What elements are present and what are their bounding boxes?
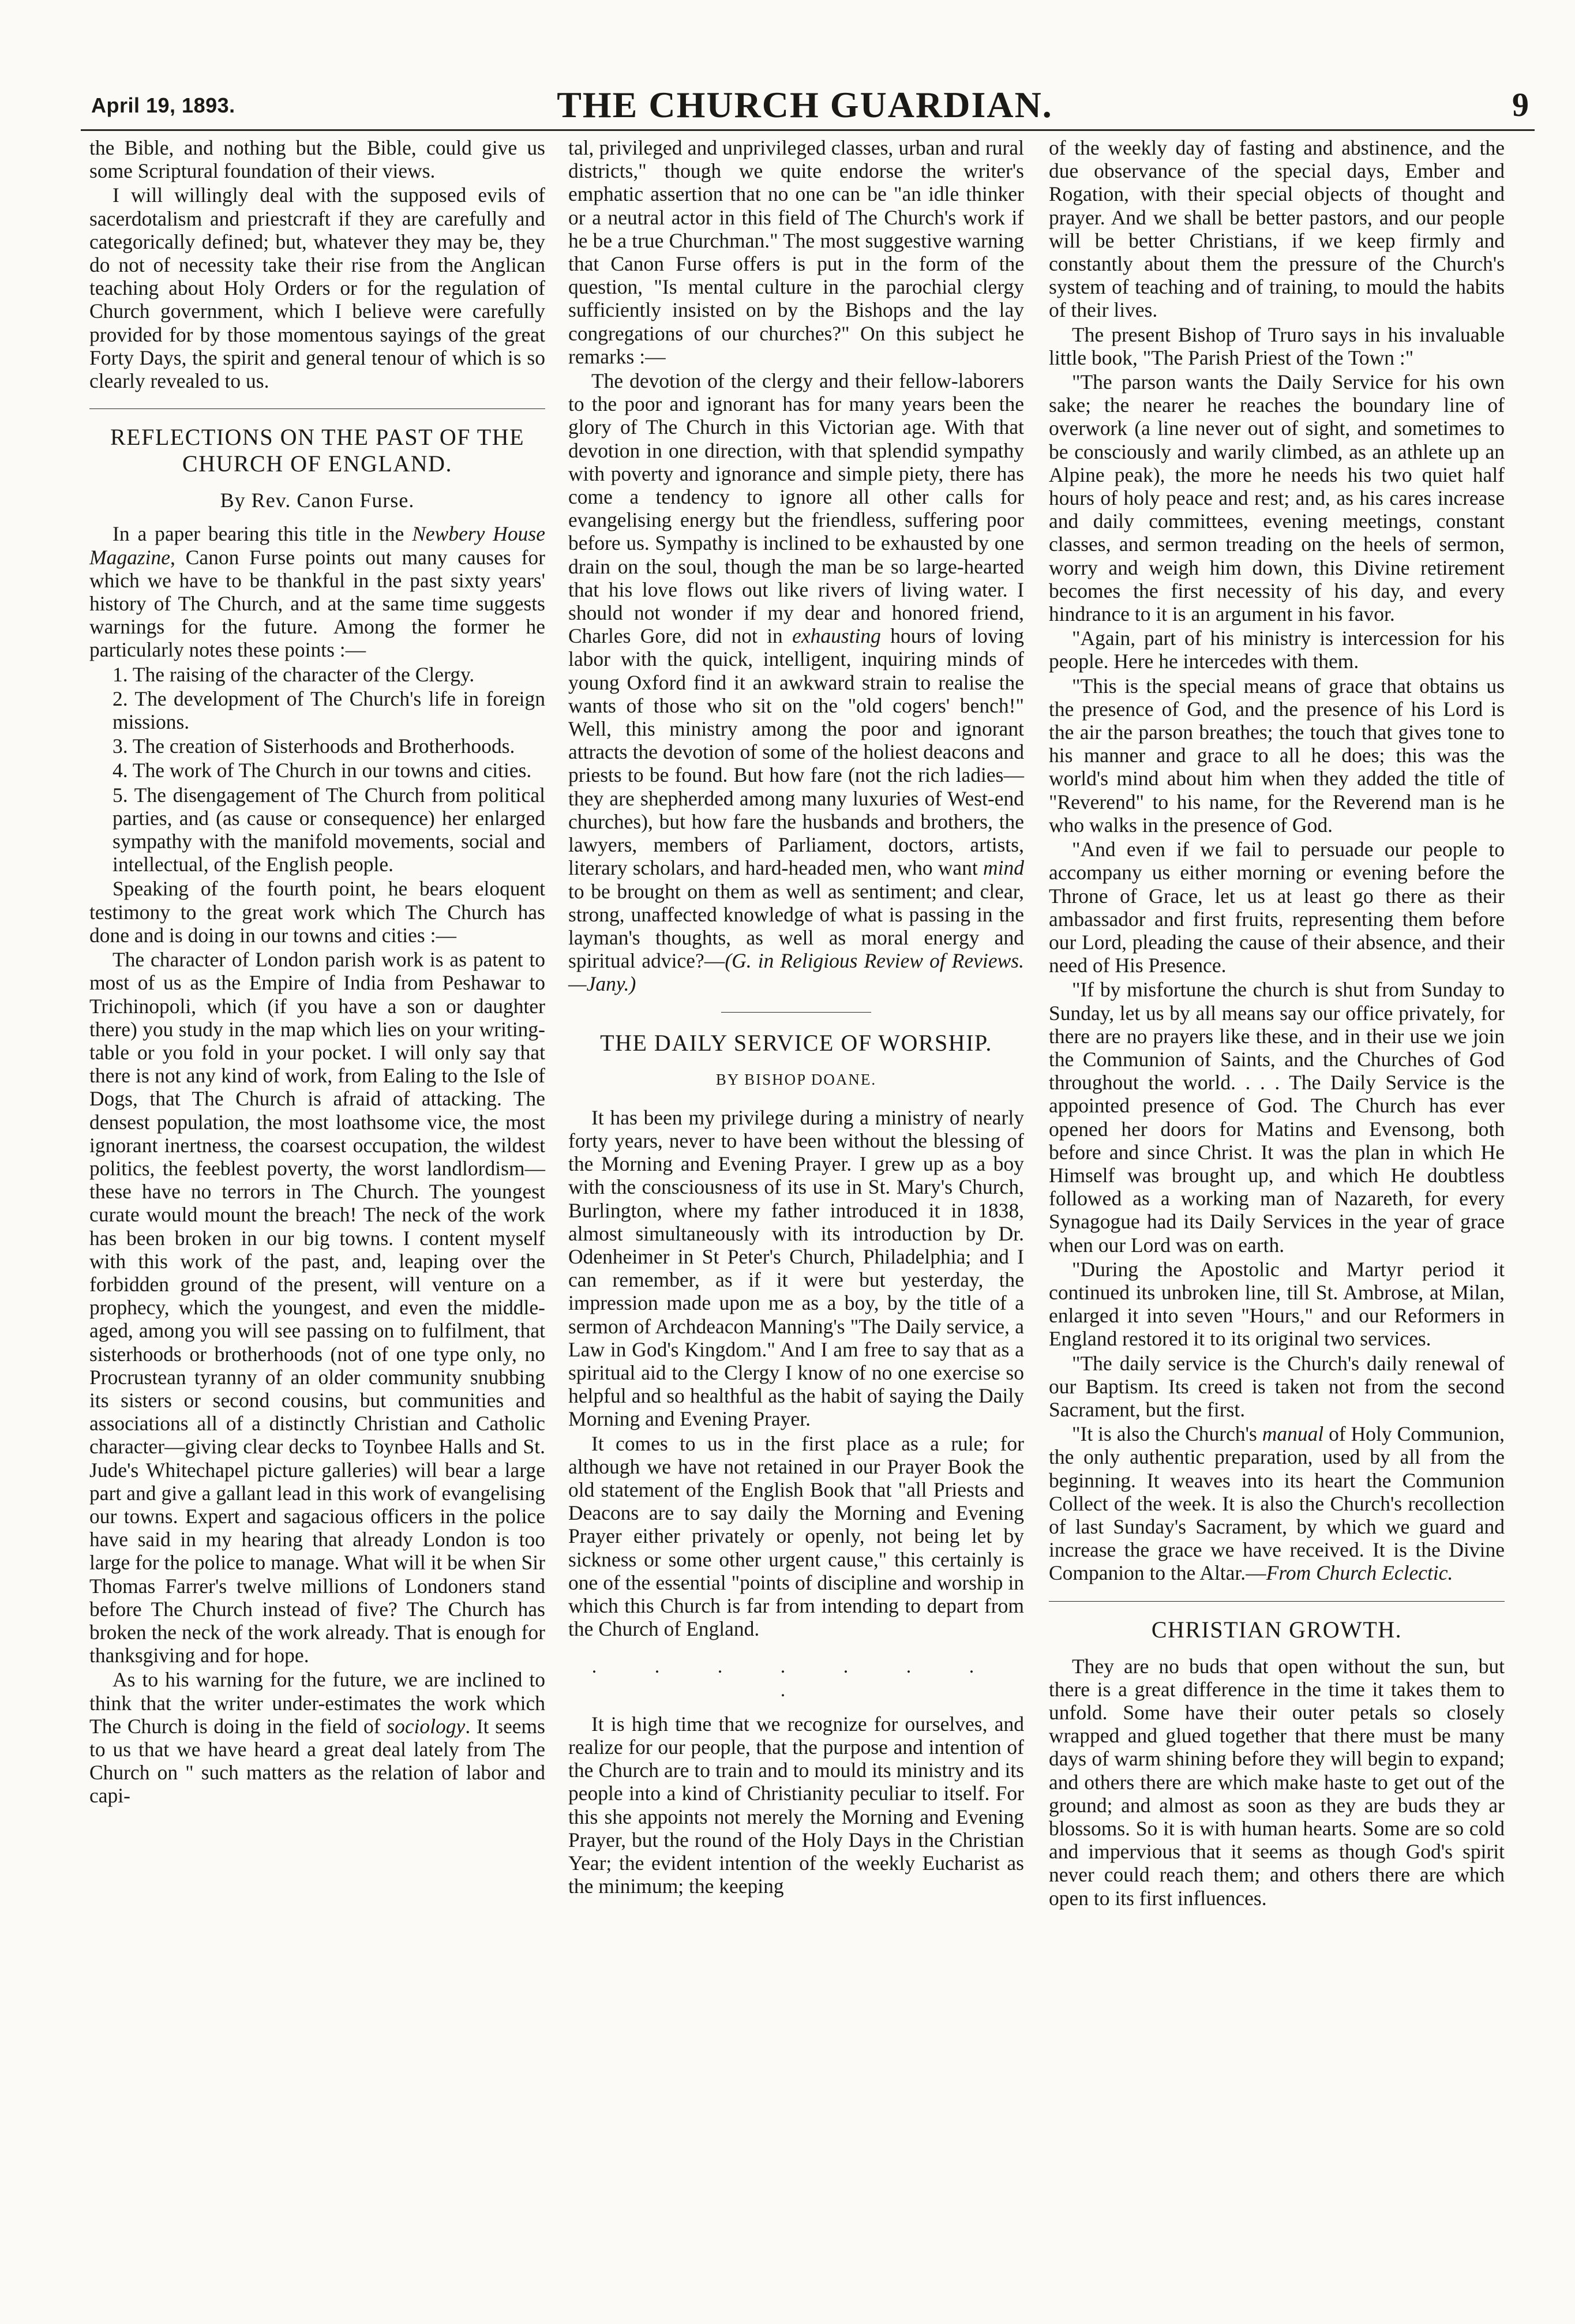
paragraph: It has been my privilege during a ministry of nearly forty years, never to have been without the blessing of the Morning and Evening Prayer. I grew up as a boy with the consciousness of its use in St. Mary's Church, Burlington, where my father introduced it in 1838, almost simultaneously with its introduction by Dr. Odenheimer in St Peter's Church, Philadelphia; and I can remember, as if it were but yesterday, the impression made upon me as a boy, by the title of a sermon of Archdeacon Manning's "The Daily service, a Law in God's Kingdom." And I am free to say that as a spiritual aid to the Clergy I know of no one exercise so helpful and so healthful as the habit of saying the Daily Morning and Evening Prayer. — [568, 1105, 1024, 1431]
quoted-paragraph: "During the Apostolic and Martyr period it continued its unbroken line, till St. Ambrose, at Milan, enlarged it into seven "Hours," and our Reformers in England restored it to its original two services. — [1049, 1257, 1505, 1351]
paragraph: I will willingly deal with the supposed evils of sacerdotalism and priestcraft if they are carefully and categorically defined; but, whatever they may be, they do not of necessity take their rise from the Anglican teaching about Holy Orders or for the regulation of Church government, which I believe were carefully provided for by those momentous sayings of the great Forty Days, the spirit and general tenour of which is so clearly revealed to us. — [89, 183, 545, 393]
quoted-paragraph: The character of London parish work is as patent to most of us as the Empire of India from Peshawar to Trichinopoli, which (if you have a son or daughter there) you study in the map which lies on your writing-table or you fold in your pocket. I will only say that there is not any kind of work, from Ealing to the Isle of Dogs, that The Church is afraid of attacking. The densest population, the most loathsome vice, the most ignorant inertness, the coarsest occupation, the wildest politics, the feeblest poverty, the worst landlordism—these have no terrors in The Church. The youngest curate would mount the breach! The neck of the work has been broken in our big towns. I content myself with this work of the past, and, leaping over the forbidden ground of the present, will venture on a prophecy, which the youngest, and even the middle-aged, among you will see passing on to fulfilment, that sisterhoods or brotherhoods (not of one type only, no Procrustean tyranny of an older community snubbing its sisters or second cousins, but communities and associations all of a distinctly Christian and Catholic character—giving clear decks to Toynbee Halls and St. Jude's Whitechapel picture galleries) will bear a large part and give a gallant lead in this work of evangelising our towns. Expert and sagacious officers in the police have said in my hearing that already London is too large for the police to manage. What will it be when Sir Thomas Farrer's twelve millions of Londoners stand before The Church instead of five? The Church has broken the neck of the work already. That is enough for thanksgiving and for hope. — [89, 948, 545, 1667]
quoted-paragraph: "The daily service is the Church's daily renewal of our Baptism. Its creed is taken not from the second Sacrament, but the first. — [1049, 1351, 1505, 1421]
quoted-paragraph: "Again, part of his ministry is intercession for his people. Here he intercedes with them. — [1049, 627, 1505, 673]
paragraph: In a paper bearing this title in the Newbery House Magazine, Canon Furse points out many causes for which we have to be thankful in the past sixty years' history of The Church, and at the same time suggests warnings for the future. Among the former he particularly notes these points :— — [89, 522, 545, 662]
paragraph: tal, privileged and unprivileged classes, urban and rural districts," though we quite endorse the writer's emphatic assertion that no one can be "an idle thinker or a neutral actor in this field of The Church's work if he be a true Churchman." The most suggestive warning that Canon Furse offers is put in the form of the question, "Is mental culture in the parochial clergy sufficiently insisted on by the Bishops and the lay congregations of our churches?" On this subject he remarks :— — [568, 136, 1024, 368]
list-item: 4. The work of The Church in our towns and cities. — [112, 759, 532, 782]
quoted-paragraph: "This is the special means of grace that obtains us the presence of God, and the presence of his Lord is the air the parson breathes; the touch that gives tone to his manner and grace to all he does; this was the world's mind about him when they added the title of "Reverend" to his name, for the Reverend man is he who walks in the presence of God. — [1049, 674, 1505, 837]
article-byline: BY BISHOP DOANE. — [715, 1070, 877, 1088]
ellipsis-divider: . . . . . . . . — [591, 1656, 1001, 1701]
source-citation: (G. in Religious Review of Reviews.—Jany.) — [568, 949, 1024, 996]
quoted-paragraph: "If by misfortune the church is shut from Sunday to Sunday, let us by all means say our office privately, for there are no prayers like these, and in their use we join the Communion of Saints, and the Churches of God throughout the world. . . . The Daily Service is the appointed presence of God. The Church has ever opened her doors for Matins and Evensong, both before and since Christ. It was the plan in which He Himself was brought up, and which He doubtless followed as a working man of Nazareth, for every Synagogue had its Daily Services in the year of grace when our Lord was on earth. — [1049, 978, 1505, 1257]
paragraph: They are no buds that open without the sun, but there is a great difference in the time it takes them to unfold. Some have their outer petals so closely wrapped and glued together that there must be many days of warm shining before they will begin to expand; and others there are which make haste to get out of the ground; and almost as soon as they are buds they ar blossoms. So it is with human hearts. Some are so cold and impervious that it seems as though God's spirit never could reach them; and others there are which open to its first influences. — [1049, 1654, 1505, 1910]
list-item: 5. The disengagement of The Church from political parties, and (as cause or consequence) her enlarged sympathy with the manifold movements, social and intellectual, of the English people. — [112, 783, 545, 876]
masthead-rule — [81, 129, 1535, 131]
quoted-paragraph: "The parson wants the Daily Service for his own sake; the nearer he reaches the boundary line of overwork (a line never out of sight, and sometimes to be consciously and warily climbed, as an athlete up an Alpine peak), the more he needs his two quiet half hours of holy peace and rest; and, as his cares increase and daily committees, evening meetings, constant classes, and sermon treading on the heels of sermon, worry and weigh him down, this Divine retirement becomes the first necessity of his day, and every hindrance to it is an argument in his favor. — [1049, 370, 1505, 626]
source-citation: From Church Eclectic. — [1266, 1561, 1453, 1585]
paragraph: As to his warning for the future, we are inclined to think that the writer under-estimates the work which The Church is doing in the field of sociology. It seems to us that we have heard a great deal lately from The Church on " such matters as the relation of labor and capi- — [89, 1668, 545, 1808]
column-3 — [1049, 136, 1505, 1911]
paragraph: the Bible, and nothing but the Bible, could give us some Scriptural foundation of their views. — [89, 136, 545, 183]
article-heading: CHRISTIAN GROWTH. — [1049, 1601, 1505, 1643]
article-heading: THE DAILY SERVICE OF WORSHIP. — [600, 1029, 992, 1056]
quoted-paragraph: The devotion of the clergy and their fellow-laborers to the poor and ignorant has for many years been the glory of The Church in this Victorian age. With that devotion in one direction, with that splendid sympathy with poverty and ignorance and simple piety, there has come a tendency to ignore all other calls for evangelising energy but the friendless, suffering poor before us. Sympathy is inclined to be exhausted by one drain on the soul, though the man be so large-hearted that his love flows out like rivers of living water. I should not wonder if my dear and honored friend, Charles Gore, did not in exhausting hours of loving labor with the quick, intelligent, inquiring minds of young Oxford find it an awkward strain to realise the wants of those who sit on the "old cogers' bench!" Well, this ministry among the poor and ignorant attracts the devotion of some of the holiest deacons and priests to be found. But how fare (not the rich ladies—they are shepherded among many luxuries of West-end churches), but how fare the husbands and brothers, the lawyers, members of Parliament, doctors, artists, literary scholars, and hard-headed men, who want mind to be brought on them as well as sentiment; and clear, strong, unaffected knowledge of what is passing in the layman's thoughts, as well as moral energy and spiritual advice?—(G. in Religious Review of Reviews.—Jany.) — [568, 369, 1024, 996]
magazine-title: Newbery House Magazine — [89, 522, 545, 569]
paragraph: It is high time that we recognize for ourselves, and realize for our people, that the purpose and intention of the Church are to train and to mould its ministry and its people into a kind of Christianity peculiar to itself. For this she appoints not merely the Morning and Evening Prayer, but the round of the Holy Days in the Christian Year; the evident intention of the weekly Eucharist as the minimum; the keeping — [568, 1712, 1024, 1898]
paragraph: The present Bishop of Truro says in his invaluable little book, "The Parish Priest of the Town :" — [1049, 323, 1505, 369]
list-item: 2. The development of The Church's life in foreign missions. — [112, 687, 545, 734]
newspaper-title: THE CHURCH GUARDIAN. — [557, 84, 1053, 125]
article-byline: By Rev. Canon Furse. — [220, 489, 415, 512]
paragraph: Speaking of the fourth point, he bears eloquent testimony to the great work which The Church has done and is doing in our towns and cities :— — [89, 877, 545, 947]
list-item: 3. The creation of Sisterhoods and Brotherhoods. — [112, 734, 515, 758]
paragraph: of the weekly day of fasting and abstinence, and the due observance of the special days, Ember and Rogation, with their special objects of thought and prayer. And we shall be better pastors, and our people will be better Christians, if we keep firmly and constantly about them the pressure of the Church's system of teaching and of training, to mould the habits of their lives. — [1049, 136, 1505, 322]
issue-date: April 19, 1893. — [91, 93, 235, 117]
quoted-paragraph: "It is also the Church's manual of Holy Communion, the only authentic preparation, used by all from the beginning. It weaves into its heart the Communion Collect of the week. It is also the Church's recollection of last Sunday's Sacrament, by which we guard and increase the grace we have received. It is the Divine Companion to the Altar.—From Church Eclectic. — [1049, 1422, 1505, 1585]
paragraph: It comes to us in the first place as a rule; for although we have not retained in our Prayer Book the old statement of the English Book that "all Priests and Deacons are to say daily the Morning and Evening Prayer either privately or openly, not being let by sickness or some other urgent cause," this certainly is one of the essential "points of discipline and worship in which this Church is far from intending to depart from the Church of England. — [568, 1431, 1024, 1641]
list-item: 1. The raising of the character of the Clergy. — [112, 662, 475, 686]
page-number: 9 — [1512, 86, 1529, 123]
masthead — [81, 84, 1529, 125]
divider — [721, 1012, 871, 1013]
article-heading: REFLECTIONS ON THE PAST OF THE CHURCH OF ENGLAND. — [89, 408, 545, 477]
quoted-paragraph: "And even if we fail to persuade our people to accompany us either morning or evening before the Throne of Grace, let us at least go there as their ambassador and first fruits, representing them before our Lord, pleading the cause of their absence, and their need of His Presence. — [1049, 838, 1505, 977]
column-2 — [568, 136, 1024, 1899]
column-1 — [89, 136, 545, 1809]
